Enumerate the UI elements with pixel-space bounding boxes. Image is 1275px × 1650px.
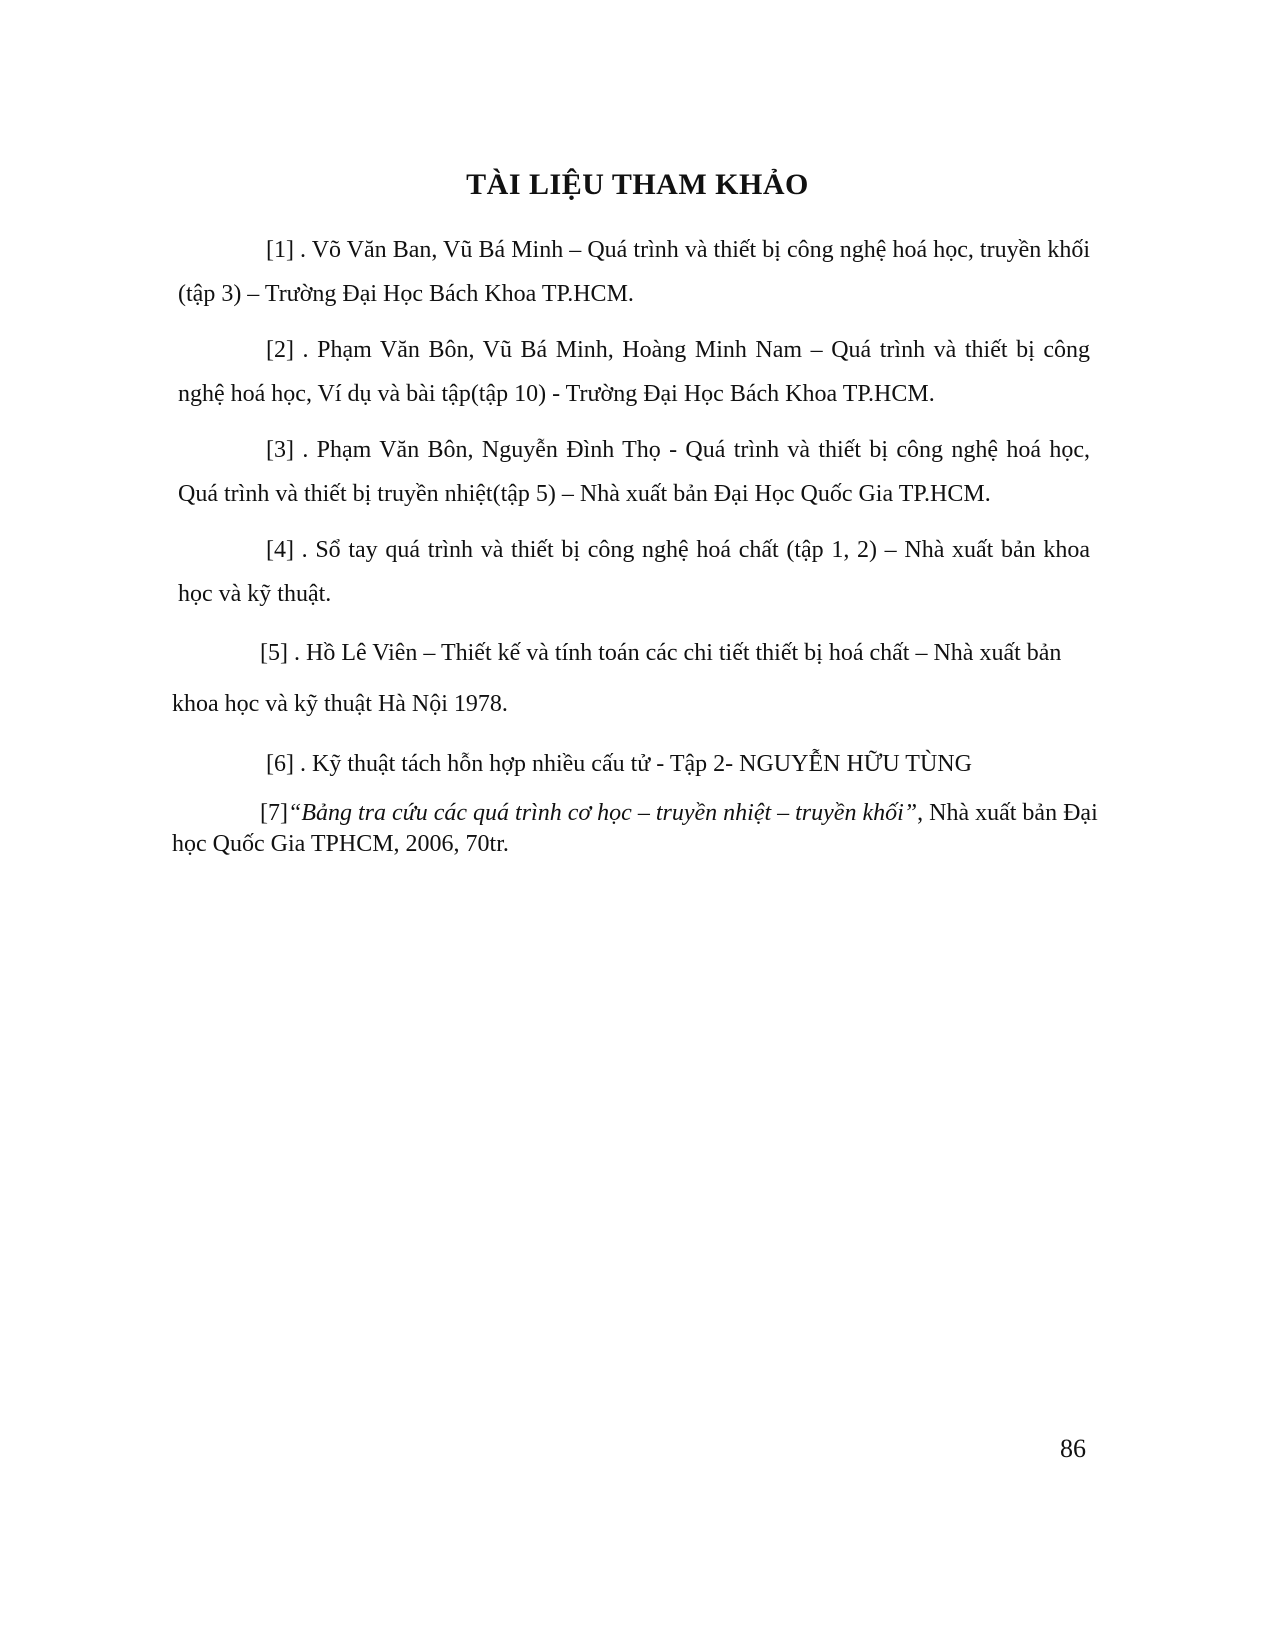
- reference-item: [172, 798, 1112, 860]
- reference-item: [6] . Kỹ thuật tách hỗn hợp nhiều cấu tử - Tập 2- NGUYỄN HỮU TÙNG: [266, 751, 972, 777]
- reference-list: [172, 228, 1098, 872]
- reference-item: [1] . Võ Văn Ban, Vũ Bá Minh – Quá trình và thiết bị công nghệ hoá học, truyền khối (tập 3) – Trường Đại Học Bách Khoa TP.HCM.: [178, 237, 1090, 307]
- reference-item: [2] . Phạm Văn Bôn, Vũ Bá Minh, Hoàng Minh Nam – Quá trình và thiết bị công nghệ hoá học, Ví dụ và bài tập(tập 10) - Trường Đại Học Bách Khoa TP.HCM.: [178, 337, 1090, 407]
- page-title: TÀI LIỆU THAM KHẢO: [466, 168, 809, 201]
- reference-item: [3] . Phạm Văn Bôn, Nguyễn Đình Thọ - Quá trình và thiết bị công nghệ hoá học, Quá trình và thiết bị truyền nhiệt(tập 5) – Nhà xuất bản Đại Học Quốc Gia TP.HCM.: [178, 437, 1090, 507]
- reference-label: [7]: [260, 800, 288, 826]
- reference-italic-title: “Bảng tra cứu các quá trình cơ học – truyền nhiệt – truyền khối”: [287, 800, 918, 826]
- reference-item: [4] . Sổ tay quá trình và thiết bị công nghệ hoá chất (tập 1, 2) – Nhà xuất bản khoa học và kỹ thuật.: [178, 537, 1090, 607]
- reference-publisher: , Nhà xuất bản Đại học Quốc Gia TPHCM, 2006, 70tr.: [172, 800, 1098, 857]
- reference-item: [5] . Hồ Lê Viên – Thiết kế và tính toán các chi tiết thiết bị hoá chất – Nhà xuất bản khoa học và kỹ thuật Hà Nội 1978.: [172, 640, 1062, 717]
- page-number: 86: [1060, 1434, 1086, 1463]
